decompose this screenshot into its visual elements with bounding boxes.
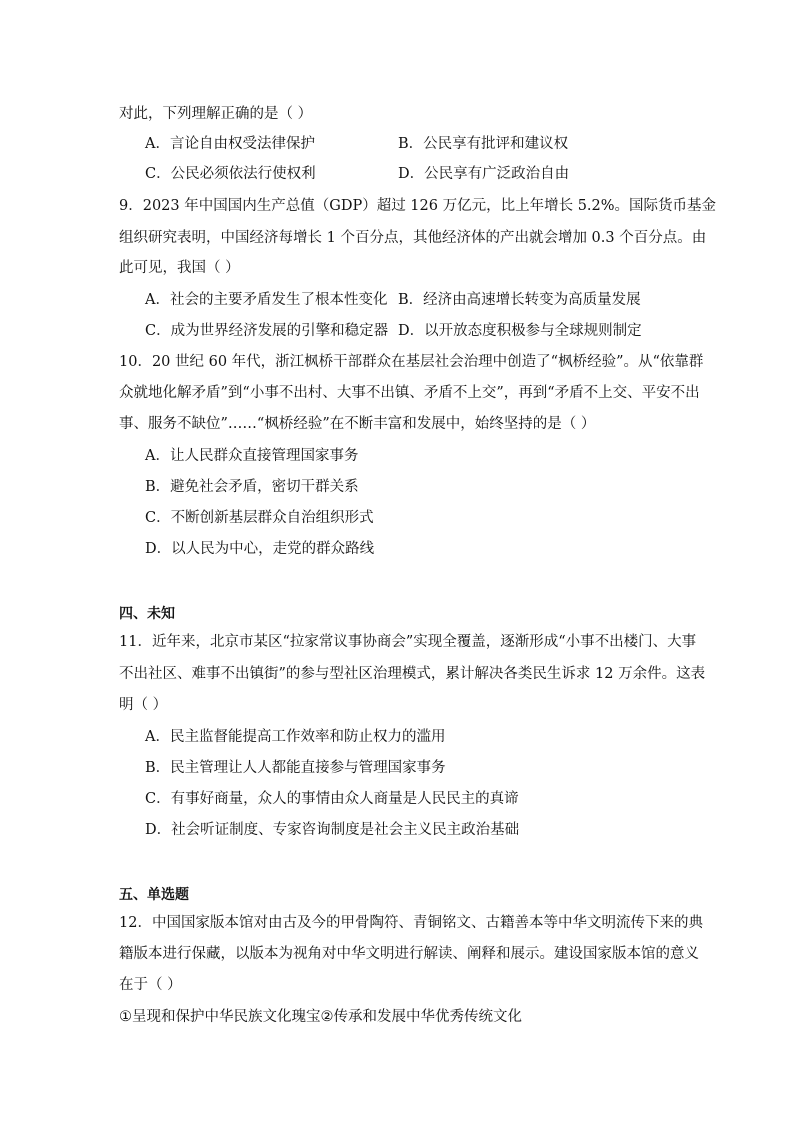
q9-option-c: C．成为世界经济发展的引擎和稳定器 bbox=[145, 323, 389, 339]
section-heading-unknown: 四、未知 bbox=[119, 606, 175, 622]
q10-option-c: C．不断创新基层群众自治组织形式 bbox=[145, 510, 374, 526]
q9-option-a: A．社会的主要矛盾发生了根本性变化 bbox=[145, 292, 388, 308]
q8-option-d: D．公民享有广泛政治自由 bbox=[398, 166, 570, 182]
q11-option-d: D．社会听证制度、专家咨询制度是社会主义民主政治基础 bbox=[145, 822, 520, 838]
q9-stem-line3: 此可见，我国（ ） bbox=[119, 260, 240, 276]
q9-option-b: B．经济由高速增长转变为高质量发展 bbox=[398, 292, 641, 308]
q8-option-c: C．公民必须依法行使权利 bbox=[145, 166, 316, 182]
q11-option-a: A．民主监督能提高工作效率和防止权力的滥用 bbox=[145, 729, 446, 745]
q10-option-a: A．让人民群众直接管理国家事务 bbox=[145, 448, 359, 464]
q12-stem-line2: 籍版本进行保藏，以版本为视角对中华文明进行解读、阐释和展示。建设国家版本馆的意义 bbox=[119, 946, 699, 962]
q10-stem-line3: 事、服务不缺位”……“枫桥经验”在不断丰富和发展中，始终坚持的是（ ） bbox=[119, 416, 596, 432]
q12-statements: ①呈现和保护中华民族文化瑰宝②传承和发展中华优秀传统文化 bbox=[119, 1009, 522, 1025]
q8-option-a: A．言论自由权受法律保护 bbox=[145, 136, 315, 152]
q9-stem-line2: 组织研究表明，中国经济每增长 1 个百分点，其他经济体的产出就会增加 0.3 个百分点。由 bbox=[119, 230, 707, 246]
q11-stem-line3: 明（ ） bbox=[119, 697, 168, 713]
q8-stem-tail: 对此，下列理解正确的是（ ） bbox=[119, 106, 313, 122]
q8-option-b: B．公民享有批评和建议权 bbox=[398, 136, 569, 152]
q9-stem-line1: 9．2023 年中国国内生产总值（GDP）超过 126 万亿元，比上年增长 5.2%。国际货币基金 bbox=[119, 198, 717, 214]
section-heading-single-choice: 五、单选题 bbox=[119, 887, 189, 903]
q10-option-d: D．以人民为中心，走党的群众路线 bbox=[145, 541, 375, 557]
q10-stem-line1: 10．20 世纪 60 年代，浙江枫桥干部群众在基层社会治理中创造了“枫桥经验”。从“依靠群 bbox=[119, 354, 704, 370]
q11-stem-line1: 11．近年来，北京市某区“拉家常议事协商会”实现全覆盖，逐渐形成“小事不出楼门、大事 bbox=[119, 634, 697, 650]
q11-option-b: B．民主管理让人人都能直接参与管理国家事务 bbox=[145, 760, 446, 776]
q12-stem-line1: 12．中国国家版本馆对由古及今的甲骨陶符、青铜铭文、古籍善本等中华文明流传下来的典 bbox=[119, 915, 703, 931]
q9-option-d: D．以开放态度积极参与全球规则制定 bbox=[398, 323, 642, 339]
q10-option-b: B．避免社会矛盾，密切干群关系 bbox=[145, 479, 359, 495]
q11-stem-line2: 不出社区、难事不出镇街”的参与型社区治理模式，累计解决各类民生诉求 12 万余件。这表 bbox=[119, 666, 706, 682]
q12-stem-line3: 在于（ ） bbox=[119, 977, 182, 993]
q10-stem-line2: 众就地化解矛盾”到“小事不出村、大事不出镇、矛盾不上交”，再到“矛盾不上交、平安不出 bbox=[119, 385, 700, 401]
q11-option-c: C．有事好商量，众人的事情由众人商量是人民民主的真谛 bbox=[145, 791, 519, 807]
